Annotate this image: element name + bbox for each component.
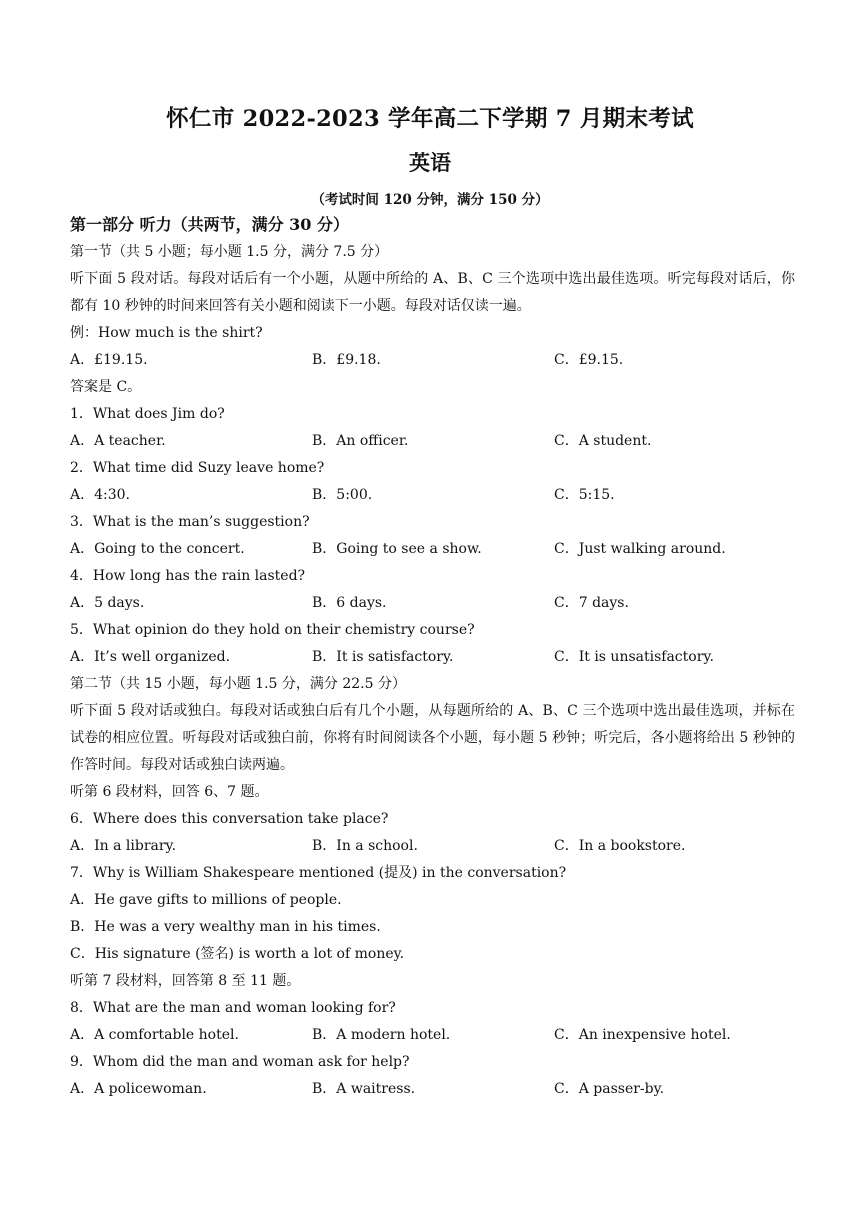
- question-7-option-c: C．His signature (签名) is worth a lot of money.: [70, 946, 405, 962]
- question-4: 4．How long has the rain lasted?: [70, 568, 306, 584]
- option-a: A．4:30.: [70, 487, 130, 503]
- exam-title: 怀仁市 2022-2023 学年高二下学期 7 月期末考试: [166, 106, 694, 132]
- section2-header: 第二节（共 15 小题，每小题 1.5 分，满分 22.5 分）: [70, 676, 406, 692]
- option-c: C．Just walking around.: [554, 541, 726, 557]
- section1-instructions: 听下面 5 段对话。每段对话后有一个小题，从题中所给的 A、B、C 三个选项中选出最佳选项。听完每段对话后，你都有 10 秒钟的时间来回答有关小题和阅读下一小题。每段对话仅读一遍。: [70, 271, 795, 314]
- question-1: 1．What does Jim do?: [70, 406, 225, 422]
- option-b: B．Going to see a show.: [312, 541, 482, 557]
- question-2: 2．What time did Suzy leave home?: [70, 460, 325, 476]
- question-8: 8．What are the man and woman looking for?: [70, 1000, 396, 1016]
- option-a: A．Going to the concert.: [70, 541, 245, 557]
- option-a: A．In a library.: [70, 838, 177, 854]
- question-7: 7．Why is William Shakespeare mentioned (提及) in the conversation?: [70, 865, 567, 881]
- exam-body: [70, 214, 795, 1103]
- question-3: 3．What is the man’s suggestion?: [70, 514, 310, 530]
- option-b: B．A modern hotel.: [312, 1027, 451, 1043]
- option-b: B．6 days.: [312, 595, 387, 611]
- example-answer: 答案是 C。: [70, 379, 142, 395]
- option-b: B．5:00.: [312, 487, 373, 503]
- question-1-options: [70, 428, 795, 455]
- question-7-option-a: A．He gave gifts to millions of people.: [70, 892, 342, 908]
- section1-header: 第一节（共 5 小题；每小题 1.5 分，满分 7.5 分）: [70, 244, 389, 260]
- example-question: 例：How much is the shirt?: [70, 325, 263, 341]
- option-c: C．It is unsatisfactory.: [554, 649, 714, 665]
- question-5-options: [70, 644, 795, 671]
- material-6-note: 听第 6 段材料，回答 6、7 题。: [70, 784, 269, 800]
- question-3-options: [70, 536, 795, 563]
- option-b: B．£9.18.: [312, 352, 381, 368]
- option-a: A．A policewoman.: [70, 1081, 207, 1097]
- option-c: C．A passer-by.: [554, 1081, 665, 1097]
- question-9-options: [70, 1076, 795, 1103]
- exam-subject: 英语: [409, 150, 451, 175]
- question-4-options: [70, 590, 795, 617]
- option-a: A．5 days.: [70, 595, 145, 611]
- question-5: 5．What opinion do they hold on their chemistry course?: [70, 622, 475, 638]
- option-c: C．An inexpensive hotel.: [554, 1027, 731, 1043]
- example-options: [70, 347, 795, 374]
- option-b: B．A waitress.: [312, 1081, 416, 1097]
- option-b: B．An officer.: [312, 433, 409, 449]
- part1-title: 第一部分 听力（共两节，满分 30 分）: [70, 215, 349, 234]
- option-b: B．It is satisfactory.: [312, 649, 454, 665]
- question-2-options: [70, 482, 795, 509]
- material-7-note: 听第 7 段材料，回答第 8 至 11 题。: [70, 973, 301, 989]
- exam-info: （考试时间 120 分钟，满分 150 分）: [311, 192, 549, 208]
- option-a: A．It’s well organized.: [70, 649, 231, 665]
- question-7-option-b: B．He was a very wealthy man in his times.: [70, 919, 381, 935]
- option-a: A．A comfortable hotel.: [70, 1027, 239, 1043]
- option-c: C．£9.15.: [554, 352, 624, 368]
- question-6-options: [70, 833, 795, 860]
- question-8-options: [70, 1022, 795, 1049]
- question-9: 9．Whom did the man and woman ask for help?: [70, 1054, 410, 1070]
- question-6: 6．Where does this conversation take place?: [70, 811, 389, 827]
- option-c: C．In a bookstore.: [554, 838, 686, 854]
- option-a: A．A teacher.: [70, 433, 166, 449]
- option-b: B．In a school.: [312, 838, 418, 854]
- option-c: C．A student.: [554, 433, 652, 449]
- option-c: C．5:15.: [554, 487, 615, 503]
- option-a: A．£19.15.: [70, 352, 148, 368]
- option-c: C．7 days.: [554, 595, 629, 611]
- section2-instructions: 听下面 5 段对话或独白。每段对话或独白后有几个小题，从每题所给的 A、B、C 三个选项中选出最佳选项，并标在试卷的相应位置。听每段对话或独白前，你将有时间阅读各个小题，每小题 5 秒钟；听完后，各小题将给出 5 秒钟的作答时间。每段对话或独白读两遍。: [70, 703, 795, 773]
